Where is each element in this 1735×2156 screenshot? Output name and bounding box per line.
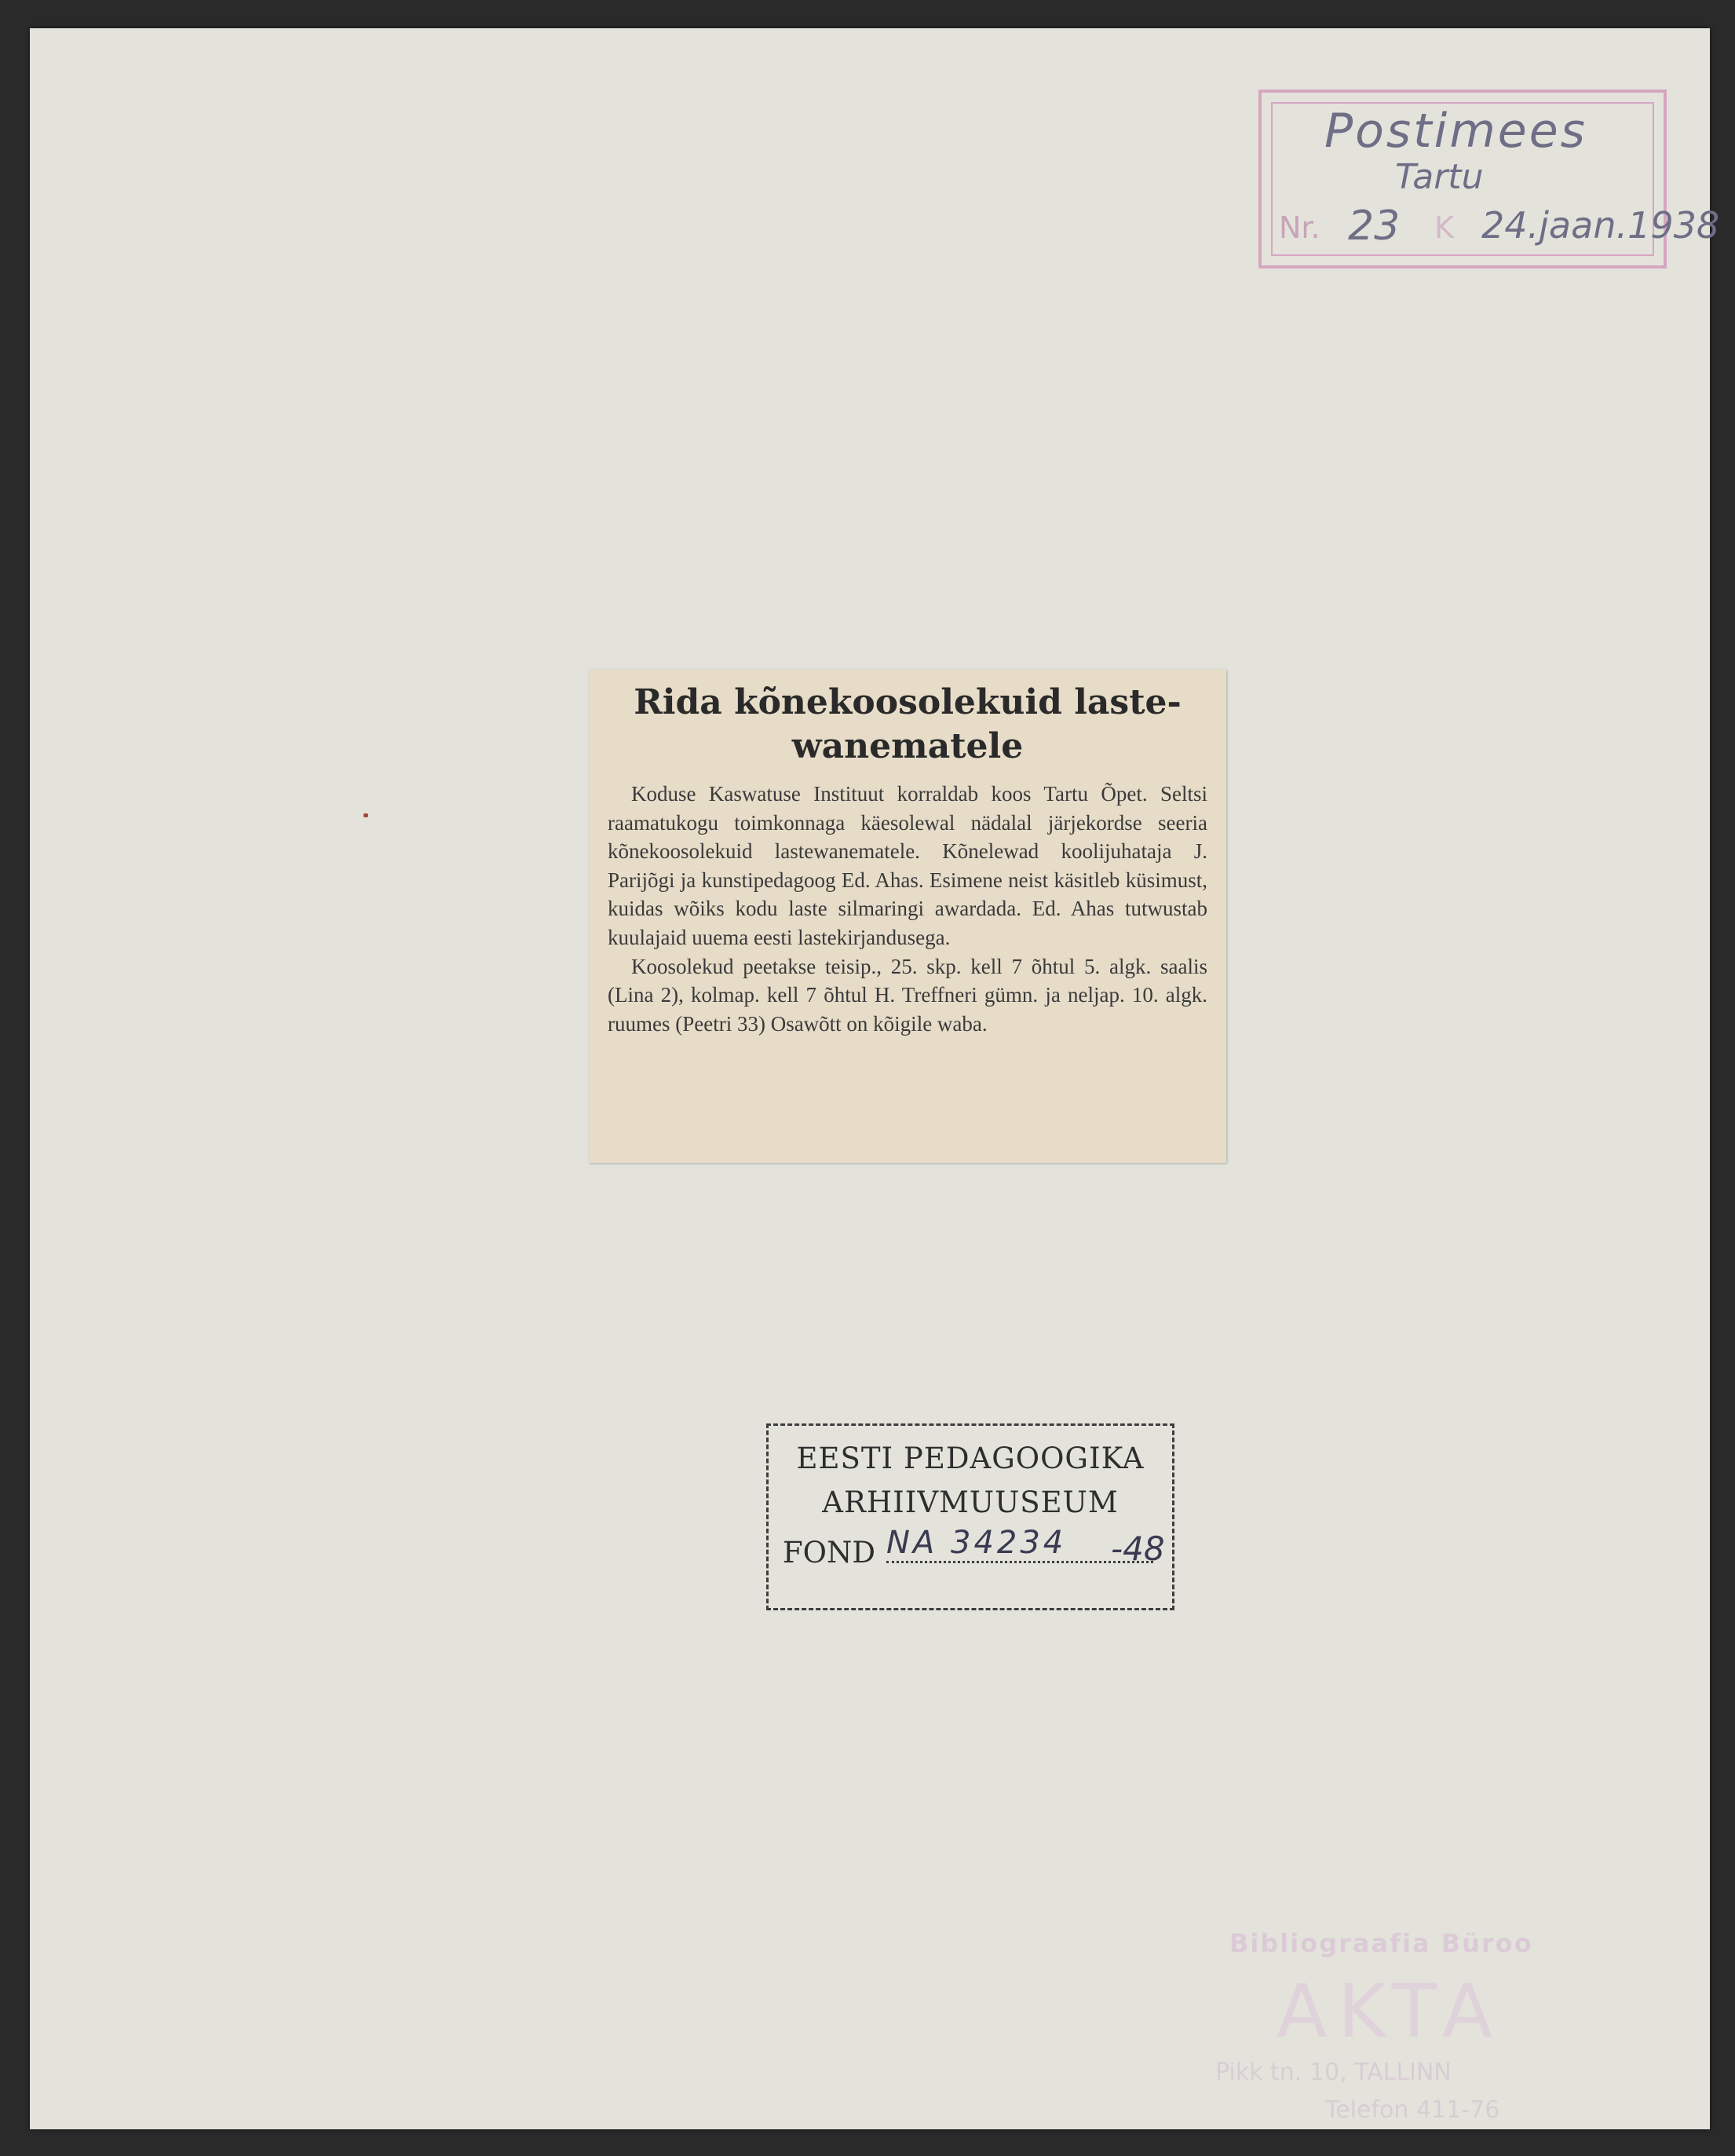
headline-line-2: wanematele — [791, 726, 1024, 766]
newspaper-source-stamp — [1258, 90, 1720, 269]
akta-bureau-stamp — [1192, 1928, 1663, 2132]
fond-suffix: -48 — [1111, 1529, 1165, 1568]
date-label: K — [1434, 210, 1454, 245]
document-sheet — [30, 28, 1720, 2129]
archive-museum-stamp — [766, 1423, 1174, 1610]
newspaper-city: Tartu — [1395, 157, 1484, 197]
issue-number: 23 — [1348, 203, 1401, 250]
akta-stamp-line-4: Telefon 411-76 — [1325, 2096, 1500, 2124]
headline-line-1: Rida kõnekoosolekuid laste- — [634, 682, 1182, 722]
museum-stamp-line-1: EESTI PEDAGOOGIKA — [796, 1442, 1145, 1475]
clipping-body — [608, 780, 1207, 1038]
clipping-paragraph-1: Koduse Kaswatuse Instituut korraldab koos Tartu Õpet. Seltsi raamatukogu toimkonnaga käesolewal nädalal järjekordse seeria kõnekoosolekuid lastewanematele. Kõnelewad koolijuhataja J. Parijõgi ja kunstipedagoog Ed. Ahas. Esimene neist käsitleb küsimust, kuidas wõiks kodu laste silmaringi awardada. Ed. Ahas tutwustab kuulajaid uuema eesti lastekirjandusega. — [608, 782, 1207, 949]
clipping-headline — [589, 681, 1226, 769]
museum-stamp-line-2: ARHIIVMUUSEUM — [822, 1485, 1119, 1519]
fond-number: NA 34234 — [886, 1525, 1067, 1561]
akta-stamp-line-2: AKTA — [1277, 1969, 1504, 2055]
issue-date: 24.jaan.1938 — [1481, 204, 1720, 247]
akta-stamp-line-3: Pikk tn. 10, TALLINN — [1215, 2059, 1452, 2086]
newspaper-name: Postimees — [1324, 104, 1587, 159]
ink-speck — [363, 813, 368, 817]
akta-stamp-line-1: Bibliograafia Büroo — [1229, 1928, 1533, 1958]
clipping-paragraph-2: Koosolekud peetakse teisip., 25. skp. kell 7 õhtul 5. algk. saalis (Lina 2), kolmap. kell 7 õhtul H. Treffneri gümn. ja neljap. 10. algk. ruumes (Peetri 33) Osawõtt on kõigile waba. — [608, 954, 1207, 1036]
newspaper-clipping — [589, 670, 1226, 1163]
issue-number-label: Nr. — [1279, 210, 1320, 245]
fond-label: FOND — [783, 1536, 876, 1569]
